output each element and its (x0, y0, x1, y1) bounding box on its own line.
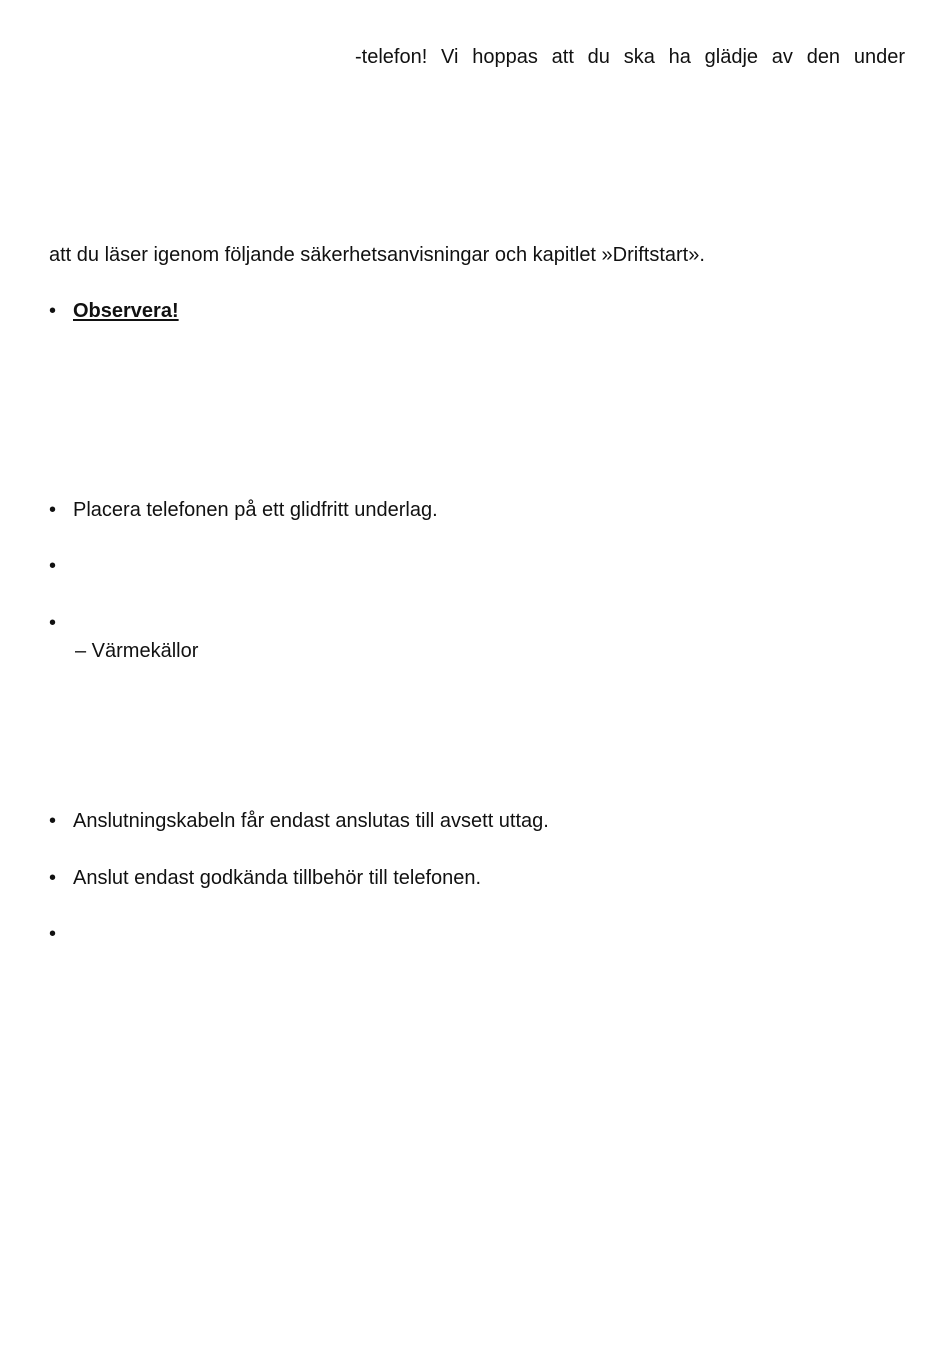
bullet-text: Anslutningskabeln får endast anslutas till avsett uttag. (73, 810, 549, 832)
bullet-marker: • (49, 923, 57, 945)
observe-heading: Observera! (73, 300, 179, 322)
bullet-marker: • (49, 499, 57, 521)
bullet-marker: • (49, 300, 57, 322)
bullet-text: Placera telefonen på ett glidfritt underlag. (73, 499, 438, 521)
bullet-marker: • (49, 555, 57, 577)
bullet-text: Anslut endast godkända tillbehör till telefonen. (73, 867, 482, 889)
sub-item-heat-sources: – Värmekällor (75, 640, 199, 662)
bullet-marker: • (49, 810, 57, 832)
bullet-marker: • (49, 612, 57, 634)
safety-instruction-paragraph: att du läser igenom följande säkerhetsanvisningar och kapitlet »Driftstart». (49, 244, 705, 266)
intro-text-line: -telefon! Vi hoppas att du ska ha glädje av den under (355, 46, 905, 68)
bullet-marker: • (49, 867, 57, 889)
